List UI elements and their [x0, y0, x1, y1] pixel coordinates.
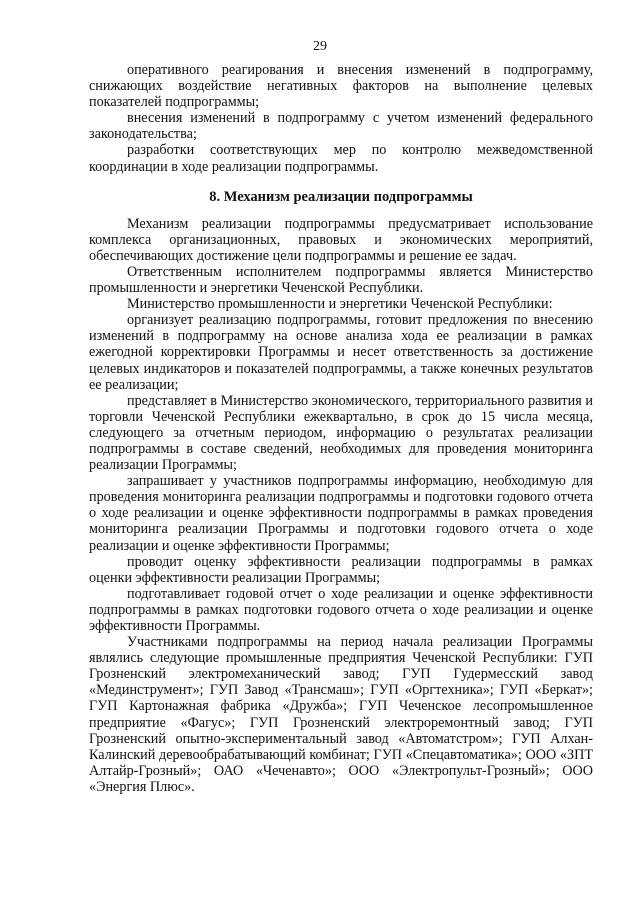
document-body [89, 62, 593, 795]
paragraph: Ответственным исполнителем подпрограммы является Министерство промышленности и энергетики Чеченской Республики. [89, 263, 593, 297]
paragraph: Министерство промышленности и энергетики Чеченской Республики: [127, 296, 553, 313]
paragraph: оперативного реагирования и внесения изменений в подпрограмму, снижающих воздействие негативных факторов на выполнение целевых показателей подпрограммы; [89, 62, 593, 111]
paragraph: Механизм реализации подпрограммы предусматривает использование комплекса организационных, правовых и экономических мероприятий, обеспечивающих достижение цели подпрограммы и решение ее задач. [89, 215, 593, 264]
paragraph: Участниками подпрограммы на период начала реализации Программы являлись следующие промышленные предприятия Чеченской Республики: ГУП Грозненский электромеханический завод; ГУП Гудермесский завод «Мединструмент»; ГУП Завод «Трансмаш»; ГУП «Оргтехника»; ГУП «Беркат»; ГУП Картонажная фабрика «Дружба»; ГУП Чеченское лесопромышленное предприятие «Фагус»; ГУП Грозненский электроремонтный завод; ГУП Грозненский опытно-экспериментальный завод «Автоматстром»; ГУП Алхан-Калинский деревообрабатывающий комбинат; ГУП «Спецавтоматика»; ООО «ЗПТ Алтайр-Грозный»; ОАО «Чеченавто»; ООО «Электропульт-Грозный»; ООО «Энергия Плюс». [89, 634, 593, 795]
paragraph: организует реализацию подпрограммы, готовит предложения по внесению изменений в подпрограмму на основе анализа хода ее реализации в рамках ежегодной корректировки Программы и несет ответственность за достижение целевых индикаторов и показателей подпрограммы, а также конечных результатов ее реализации; [89, 312, 593, 393]
paragraph: запрашивает у участников подпрограммы информацию, необходимую для проведения мониторинга реализации подпрограммы и подготовки годового отчета о ходе реализации и оценке эффективности подпрограммы в рамках проведения мониторинга реализации Программы и подготовки годового отчета о ходе реализации и оценке эффективности Программы; [89, 473, 593, 554]
page-number: 29 [313, 39, 327, 54]
paragraph: представляет в Министерство экономического, территориального развития и торговли Чеченской Республики ежеквартально, в срок до 15 числа месяца, следующего за отчетным периодом, информацию о результатах реализации подпрограммы в составе сведений, необходимых для проведения мониторинга реализации Программы; [89, 392, 593, 474]
paragraph: проводит оценку эффективности реализации подпрограммы в рамках оценки эффективности реализации Программы; [89, 553, 593, 586]
paragraph: внесения изменений в подпрограмму с учетом изменений федерального законодательства; [89, 110, 593, 143]
section-heading: 8. Механизм реализации подпрограммы [209, 188, 473, 205]
paragraph: подготавливает годовой отчет о ходе реализации и оценке эффективности подпрограммы в рамках подготовки годового отчета о ходе реализации и оценке эффективности Программы. [89, 585, 593, 634]
paragraph: разработки соответствующих мер по контролю межведомственной координации в ходе реализации подпрограммы. [89, 142, 593, 175]
